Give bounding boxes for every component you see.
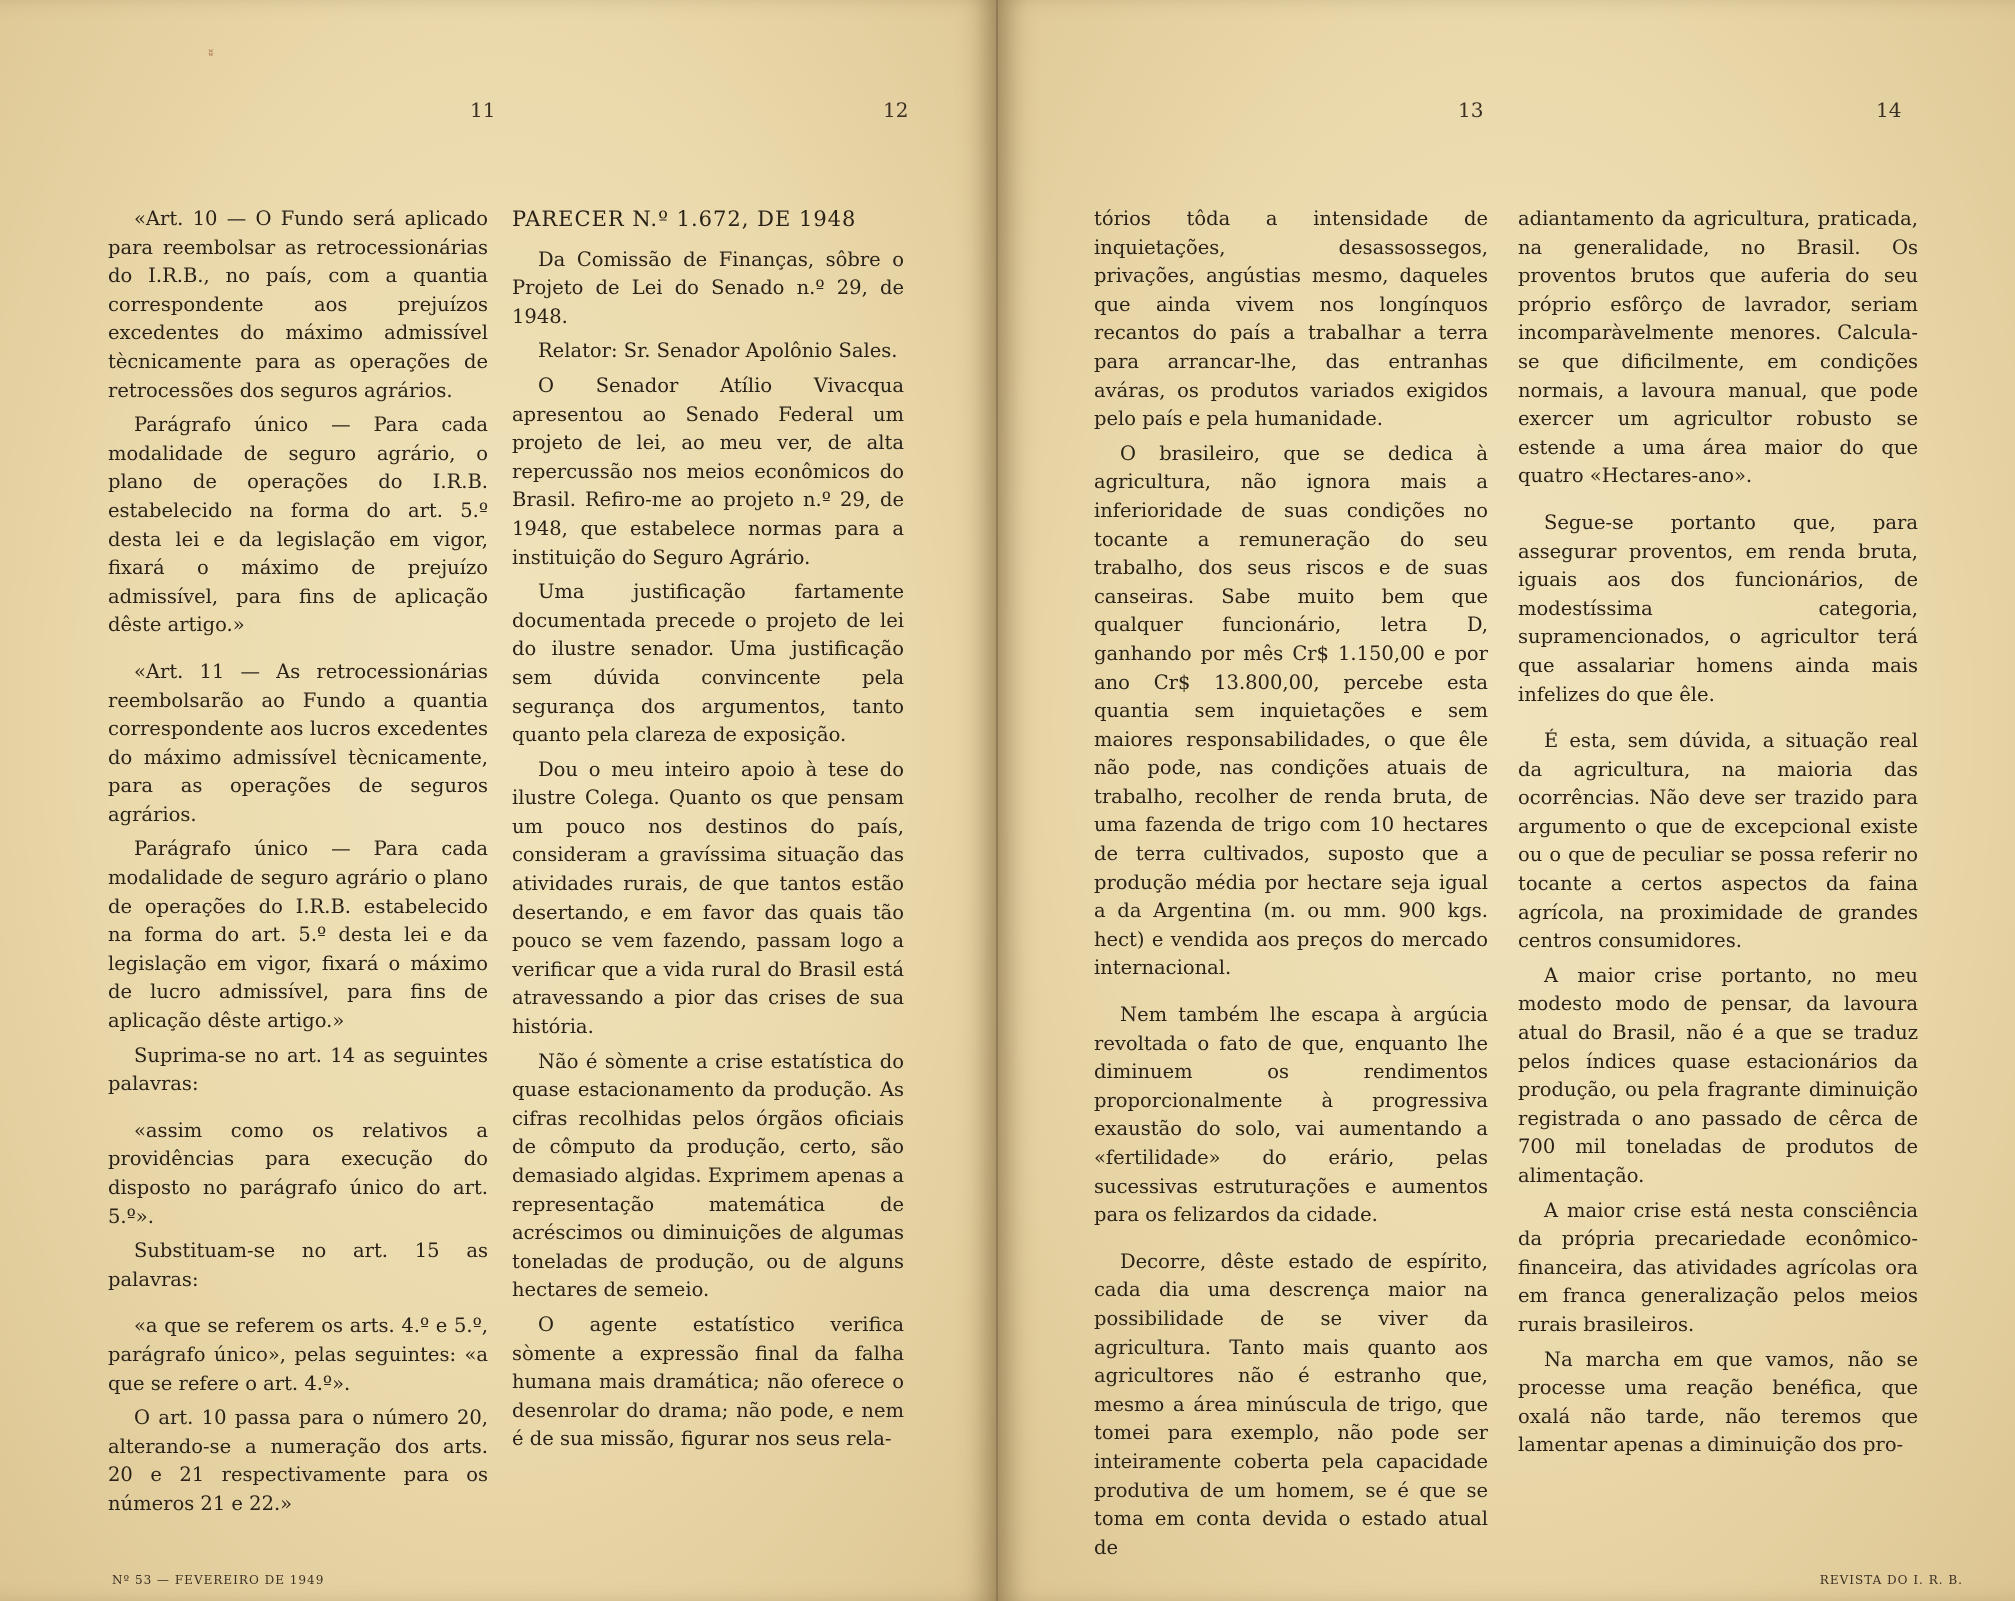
column-3	[1094, 205, 1488, 1568]
paragraph: «Art. 11 — As retrocessionárias reembolsarão ao Fundo a quantia correspondente aos lucros excedentes do máximo admissível tècnicamente, para as operações de seguros agrários.	[108, 659, 488, 826]
paragraph: Relator: Sr. Senador Apolônio Sales.	[538, 339, 898, 363]
paragraph: O Senador Atílio Vivacqua apresentou ao Senado Federal um projeto de lei, ao meu ver, de alta repercussão nos meios econômicos do Brasil. Refiro-me ao projeto n.º 29, de 1948, que estabelece normas para a instituição do Seguro Agrário.	[512, 373, 904, 569]
parecer-heading: PARECER N.º 1.672, DE 1948	[512, 207, 857, 231]
paragraph: Nem também lhe escapa à argúcia revoltada o fato de que, enquanto lhe diminuem os rendimentos proporcionalmente à progressiva exaustão do solo, vai aumentando a «fertilidade» do erário, pelas sucessivas estruturações e aumentos para os felizardos da cidade.	[1094, 1003, 1488, 1227]
paragraph: Da Comissão de Finanças, sôbre o Projeto de Lei do Senado n.º 29, de 1948.	[512, 247, 904, 328]
column-2	[512, 205, 904, 1460]
paragraph: tórios tôda a intensidade de inquietações, desassossegos, privações, angústias mesmo, daqueles que ainda vivem nos longínquos recantos do país a trabalhar a terra para arrancar-lhe, das entranhas aváras, os produtos variados exigidos pelo país e pela humanidade.	[1094, 207, 1488, 431]
paragraph: A maior crise está nesta consciência da própria precariedade econômico-financeira, das atividades agrícolas ora em franca generalização pelos meios rurais brasileiros.	[1518, 1198, 1918, 1336]
paragraph: «Art. 10 — O Fundo será aplicado para reembolsar as retrocessionárias do I.R.B., no país, com a quantia correspondente aos prejuízos excedentes do máximo admissível tècnicamente para as operações de retrocessões dos seguros agrários.	[108, 207, 488, 402]
page-number-12: 12	[883, 98, 909, 122]
paragraph: Parágrafo único — Para cada modalidade de seguro agrário, o plano de operações do I.R.B. estabelecido na forma do art. 5.º desta lei e da legislação em vigor, fixará o máximo de prejuízo admissível, para fins de aplicação dêste artigo.»	[108, 413, 488, 637]
page-number-13: 13	[1458, 98, 1484, 122]
left-page	[0, 0, 998, 1601]
paragraph: «assim como os relativos a providências para execução do disposto no parágrafo único do art. 5.º».	[108, 1118, 488, 1228]
paragraph: Suprima-se no art. 14 as seguintes palavras:	[108, 1043, 488, 1096]
paragraph: Não é sòmente a crise estatística do quase estacionamento da produção. As cifras recolhidas pelos órgãos oficiais de cômputo da produção, certo, são demasiado algidas. Exprimem apenas a representação matemática de acréscimos ou diminuições de algumas toneladas de produção, ou de alguns hectares de semeio.	[512, 1049, 904, 1302]
paragraph: O agente estatístico verifica sòmente a expressão final da falha humana mais dramática; não oferece o desenrolar do drama; não pode, e nem é de sua missão, figurar nos seus rela-	[512, 1312, 904, 1451]
paragraph: Dou o meu inteiro apoio à tese do ilustre Colega. Quanto os que pensam um pouco nos destinos do país, consideram a gravíssima situação das atividades rurais, de que tantos estão desertando, e em favor das quais tão pouco se vem fazendo, passam logo a verificar que a vida rural do Brasil está atravessando a pior das crises de sua história.	[512, 757, 904, 1039]
column-4	[1518, 205, 1918, 1466]
column-1	[108, 205, 488, 1525]
paragraph: O art. 10 passa para o número 20, alterando-se a numeração dos arts. 20 e 21 respectivamente para os números 21 e 22.»	[108, 1406, 488, 1515]
paragraph: Substituam-se no art. 15 as palavras:	[108, 1239, 488, 1291]
paragraph: Segue-se portanto que, para assegurar proventos, em renda bruta, iguais aos dos funcionários, de modestíssima categoria, supramencionados, o agricultor terá que assalariar homens ainda mais infelizes do que êle.	[1518, 510, 1918, 706]
paragraph: Parágrafo único — Para cada modalidade de seguro agrário o plano de operações do I.R.B. estabelecido na forma do art. 5.º desta lei e da legislação em vigor, fixará o máximo de lucro admissível, para fins de aplicação dêste artigo.»	[108, 837, 488, 1033]
page-number-14: 14	[1876, 98, 1902, 122]
paragraph: O brasileiro, que se dedica à agricultura, não ignora mais a inferioridade de suas condições no tocante a remuneração do seu trabalho, dos seus riscos e de suas canseiras. Sabe muito bem que qualquer funcionário, letra D, ganhando por mês Cr$ 1.150,00 e por ano Cr$ 13.800,00, percebe esta quantia sem inquietações e sem maiores responsabilidades, o que êle não pode, nas condições atuais de trabalho, recolher de renda bruta, de uma fazenda de trigo com 10 hectares de terra cultivados, suposto que a produção média por hectare seja igual a da Argentina (m. ou mm. 900 kgs. hect) e vendida aos preços do mercado internacional.	[1094, 441, 1488, 980]
stamp-mark: ʬ	[208, 48, 214, 59]
paragraph: «a que se referem os arts. 4.º e 5.º, parágrafo único», pelas seguintes: «a que se refere o art. 4.º».	[108, 1314, 488, 1395]
page-number-11: 11	[470, 98, 496, 122]
paragraph: adiantamento da agricultura, praticada, na generalidade, no Brasil. Os proventos brutos que auferia do seu próprio esfôrço de lavrador, seriam incomparàvelmente menores. Calcula-se que dificilmente, em condições normais, a lavoura manual, que pode exercer um agricultor robusto se estende a uma área maior do que quatro «Hectares-ano».	[1518, 207, 1918, 488]
right-page	[998, 0, 2015, 1601]
footer-journal: REVISTA DO I. R. B.	[1819, 1573, 1963, 1587]
paragraph: Uma justificação fartamente documentada precede o projeto de lei do ilustre senador. Uma justificação sem dúvida convincente pela segurança dos argumentos, tanto quanto pela clareza de exposição.	[512, 580, 904, 747]
paragraph: Na marcha em que vamos, não se processe uma reação benéfica, que oxalá não tarde, não teremos que lamentar apenas a diminuição dos pro-	[1518, 1347, 1918, 1457]
paragraph: A maior crise portanto, no meu modesto modo de pensar, da lavoura atual do Brasil, não é a que se traduz pelos índices quase estacionários da produção, ou pela fragrante diminuição registrada o ano passado de cêrca de 700 mil toneladas de produtos de alimentação.	[1518, 963, 1918, 1187]
paragraph: Decorre, dêste estado de espírito, cada dia uma descrença maior na possibilidade de se viver da agricultura. Tanto mais quanto aos agricultores não é estranho que, mesmo a área minúscula de trigo, que tomei para exemplo, não pode ser inteiramente coberta pela capacidade produtiva de um homem, se é que se toma em conta devida o estado atual de	[1094, 1249, 1488, 1559]
footer-issue: Nº 53 — FEVEREIRO DE 1949	[112, 1573, 325, 1587]
paragraph: É esta, sem dúvida, a situação real da agricultura, na maioria das ocorrências. Não deve ser trazido para argumento o que de excepcional existe ou o que de peculiar se possa referir no tocante a certos aspectos da faina agrícola, na proximidade de grandes centros consumidores.	[1518, 729, 1918, 953]
